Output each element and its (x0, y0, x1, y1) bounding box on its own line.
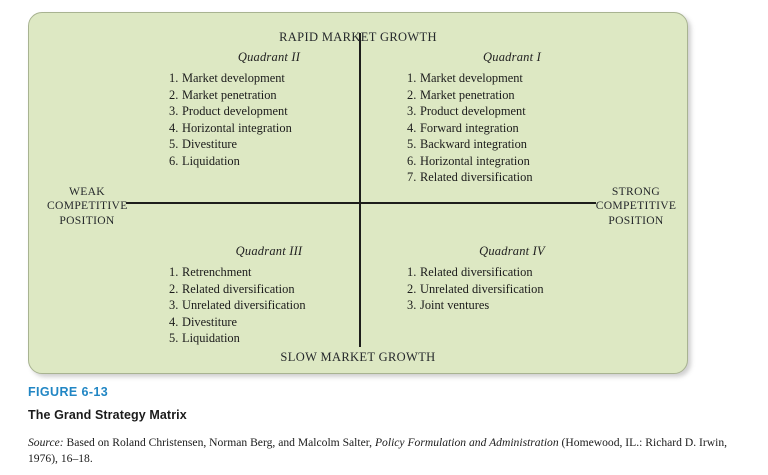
item-number: 5. (169, 331, 179, 345)
quadrant-4-block (407, 244, 617, 314)
list-item (169, 314, 369, 331)
list-item (407, 169, 617, 186)
item-number: 2. (169, 281, 179, 296)
item-number: 4. (407, 120, 417, 135)
list-item (169, 281, 369, 298)
item-label: Product development (182, 104, 288, 118)
list-item (169, 136, 369, 153)
list-item (169, 87, 369, 104)
item-label: Liquidation (182, 153, 240, 168)
strong-line-1: STRONG (611, 185, 661, 198)
item-number: 1. (407, 71, 417, 85)
figure-caption-area (28, 385, 758, 468)
item-number: 5. (169, 137, 179, 151)
quadrant-2-title: Quadrant II (237, 50, 301, 64)
weak-line-1: WEAK (69, 185, 105, 198)
source-after-title: (Homewood, IL.: Richard D. Irwin, 1976), 16–18. (28, 436, 728, 466)
item-number: 1. (169, 71, 179, 85)
item-number: 6. (169, 153, 179, 168)
figure-number: FIGURE 6-13 (28, 385, 109, 399)
weak-line-2: COMPETITIVE (47, 199, 128, 213)
list-item (407, 136, 617, 153)
item-number: 3. (407, 298, 417, 312)
list-item (169, 70, 369, 87)
weak-line-3: POSITION (59, 213, 115, 227)
quadrant-1-block (407, 50, 617, 186)
list-item (407, 153, 617, 170)
item-number: 5. (407, 137, 417, 151)
item-number: 3. (407, 104, 417, 118)
source-before-title: Based on Roland Christensen, Norman Berg, and Malcolm Salter, (63, 436, 375, 449)
grand-strategy-matrix-panel (28, 12, 688, 374)
item-number: 3. (169, 104, 179, 118)
list-item (407, 297, 617, 314)
axis-label-strong-competitive-position (595, 185, 677, 228)
quadrant-3-strategy-list (169, 264, 369, 347)
source-work-title: Policy Formulation and Administration (374, 436, 559, 449)
axis-label-slow-market-growth: SLOW MARKET GROWTH (280, 350, 436, 364)
list-item (169, 297, 369, 314)
list-item (169, 330, 369, 347)
list-item (407, 264, 617, 281)
item-label: Divestiture (182, 137, 238, 151)
item-label: Product development (420, 104, 526, 118)
item-label: Related diversification (420, 170, 533, 184)
item-number: 4. (169, 314, 179, 329)
strong-line-3: POSITION (608, 213, 664, 227)
item-number: 6. (407, 153, 417, 168)
axis-label-weak-competitive-position (47, 185, 127, 228)
quadrant-3-title: Quadrant III (235, 244, 303, 258)
item-number: 1. (407, 265, 417, 279)
list-item (169, 153, 369, 170)
quadrant-2-block (169, 50, 369, 169)
item-label: Divestiture (182, 314, 238, 329)
item-label: Joint ventures (420, 298, 490, 312)
item-label: Retrenchment (182, 265, 252, 279)
strong-line-2: COMPETITIVE (595, 199, 677, 213)
list-item (169, 264, 369, 281)
list-item (407, 103, 617, 120)
quadrant-2-strategy-list (169, 70, 369, 169)
item-number: 1. (169, 265, 179, 279)
item-label: Market penetration (182, 87, 277, 102)
item-label: Liquidation (182, 331, 240, 345)
item-number: 2. (407, 281, 417, 296)
list-item (407, 70, 617, 87)
list-item (407, 87, 617, 104)
quadrant-4-strategy-list (407, 264, 617, 314)
item-number: 4. (169, 120, 179, 135)
item-label: Market development (420, 71, 523, 85)
item-label: Unrelated diversification (420, 281, 544, 296)
horizontal-axis-line (126, 202, 596, 204)
item-number: 2. (169, 87, 179, 102)
item-label: Related diversification (420, 265, 533, 279)
figure-title: The Grand Strategy Matrix (28, 408, 187, 422)
source-label: Source: (28, 436, 64, 449)
quadrant-1-strategy-list (407, 70, 617, 186)
list-item (407, 281, 617, 298)
item-label: Market penetration (420, 87, 515, 102)
item-label: Forward integration (420, 120, 519, 135)
item-number: 3. (169, 298, 179, 312)
source-note (28, 435, 754, 468)
item-label: Backward integration (420, 137, 528, 151)
item-number: 2. (407, 87, 417, 102)
item-label: Horizontal integration (182, 120, 292, 135)
item-label: Horizontal integration (420, 153, 530, 168)
item-number: 7. (407, 170, 417, 184)
item-label: Related diversification (182, 281, 295, 296)
list-item (407, 120, 617, 137)
quadrant-1-title: Quadrant I (483, 50, 541, 64)
list-item (169, 103, 369, 120)
list-item (169, 120, 369, 137)
quadrant-4-title: Quadrant IV (479, 244, 545, 258)
axis-label-rapid-market-growth: RAPID MARKET GROWTH (279, 30, 437, 44)
item-label: Unrelated diversification (182, 298, 306, 312)
quadrant-3-block (169, 244, 369, 347)
item-label: Market development (182, 71, 285, 85)
